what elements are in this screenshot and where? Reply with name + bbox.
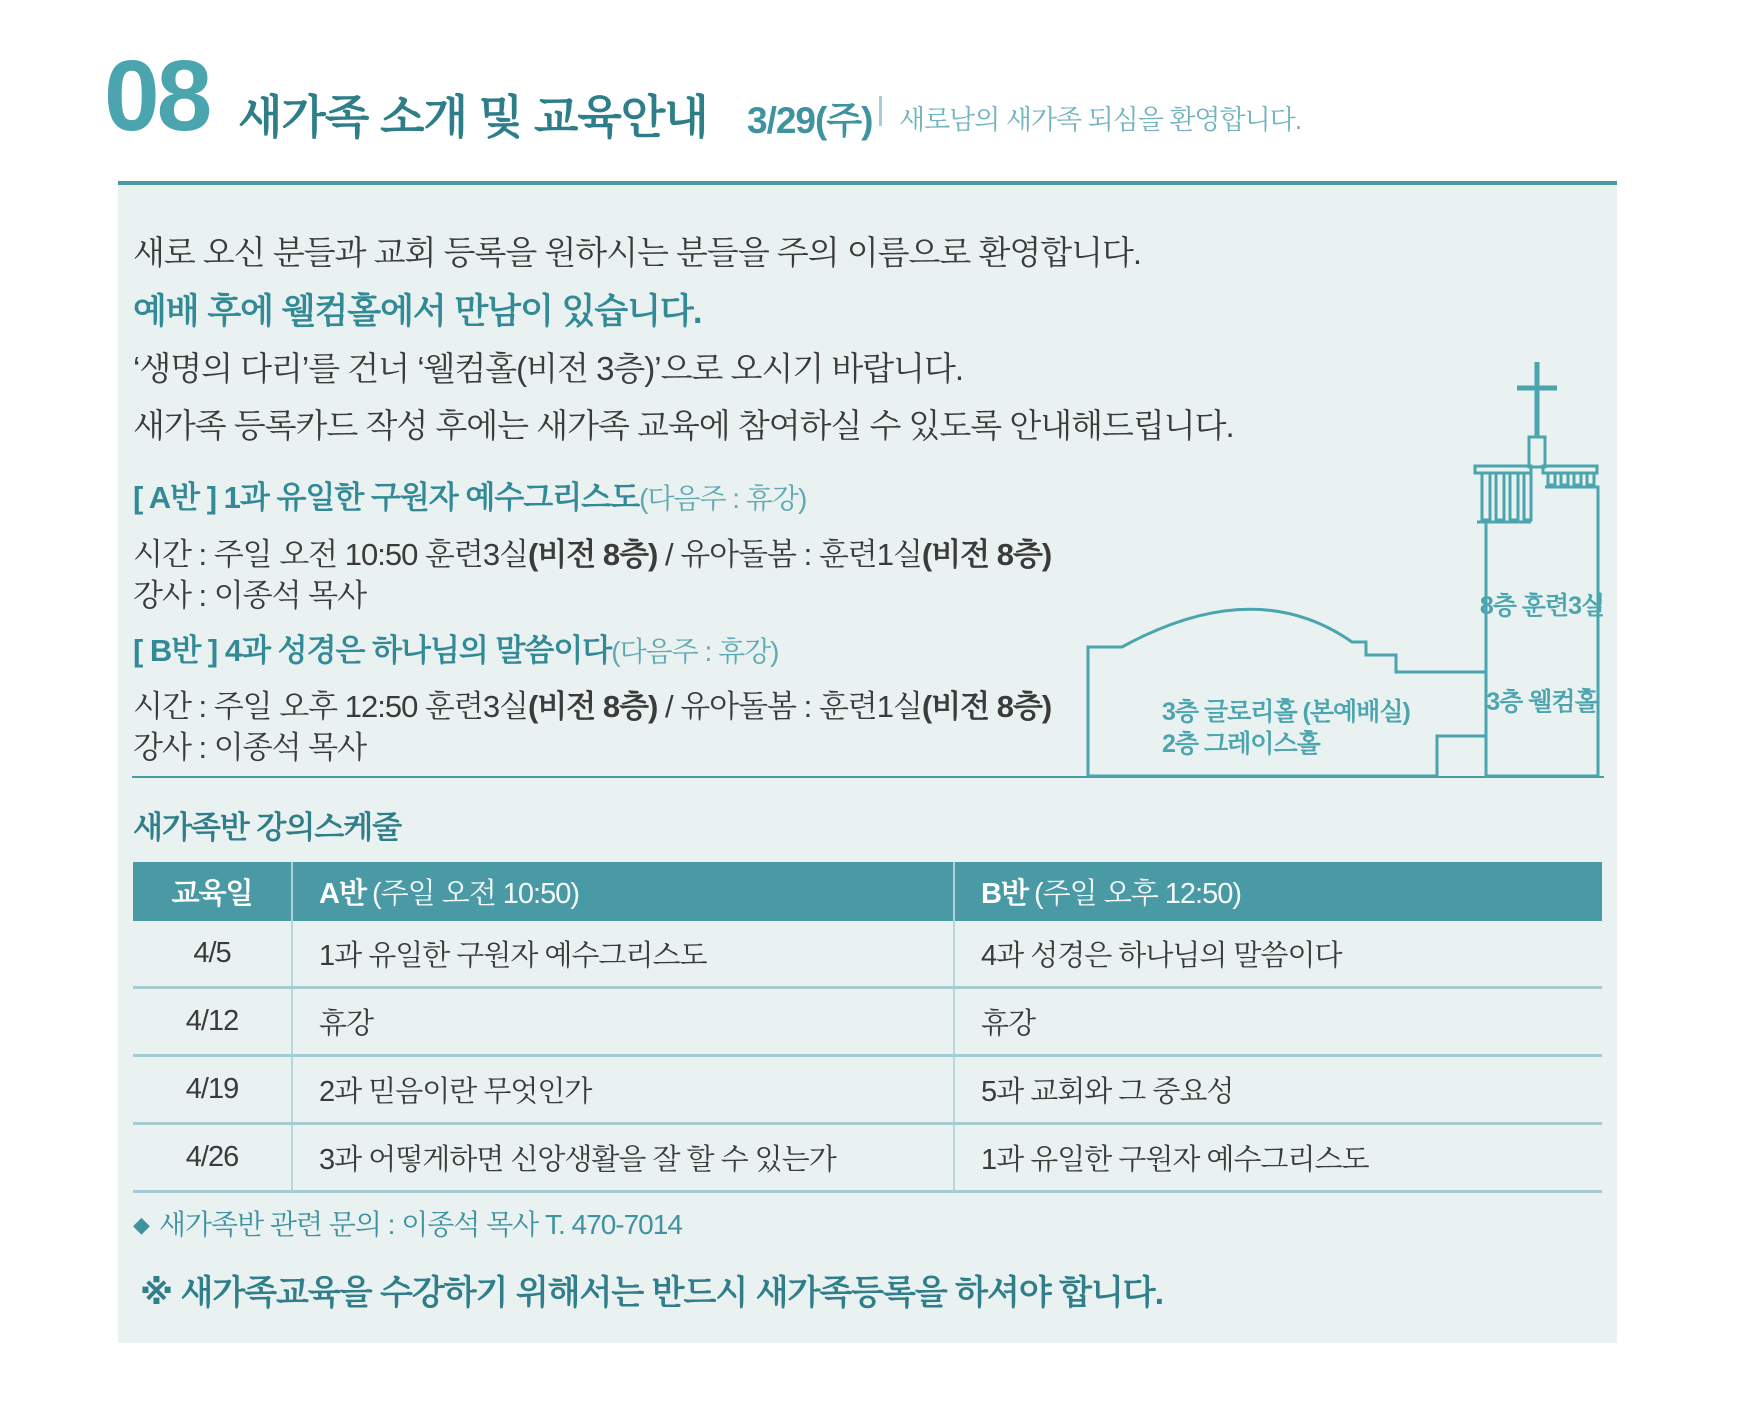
schedule-table-body — [133, 921, 1602, 1193]
schedule-class-a-cell: 3과 어떻게하면 신앙생활을 잘 할 수 있는가 — [291, 1125, 953, 1190]
column-header-class-a — [291, 862, 953, 921]
column — [1496, 473, 1504, 520]
class-b-heading — [133, 625, 779, 670]
schedule-date-cell: 4/26 — [185, 1141, 239, 1173]
schedule-class-a-cell: 1과 유일한 구원자 예수그리스도 — [291, 921, 953, 986]
label-grace-hall: 2층 그레이스홀 — [1162, 730, 1320, 758]
date-label: 3/29(주) — [747, 100, 873, 141]
column — [1561, 473, 1568, 485]
page-title: 새가족 소개 및 교육안내 — [238, 91, 708, 143]
contact-text: 새가족반 관련 문의 : 이종석 목사 T. 470-7014 — [158, 1209, 682, 1240]
section-number: 08 — [104, 40, 210, 152]
intro-line-1: 새로 오신 분들과 교회 등록을 원하시는 분들을 주의 이름으로 환영합니다. — [133, 234, 1142, 271]
class-b-time — [133, 681, 1051, 726]
cross-pedestal — [1529, 437, 1545, 467]
diamond-bullet-icon: ◆ — [133, 1212, 149, 1237]
table-row — [133, 1125, 1602, 1193]
class-b-title: 4과 성경은 하나님의 말씀이다 — [224, 633, 612, 668]
header-subtitle: 새로남의 새가족 되심을 환영합니다. — [899, 105, 1302, 135]
schedule-date-cell: 4/19 — [185, 1073, 239, 1105]
header-divider-bar — [879, 96, 882, 126]
class-b-time-text2: / 유아돌봄 : 훈련1실 — [657, 689, 922, 724]
column-header-date-label: 교육일 — [171, 878, 253, 910]
column-header-b-time: (주일 오후 12:50) — [1033, 878, 1242, 910]
column-header-class-b — [953, 862, 1602, 921]
class-b-time-bold: (비전 8층) — [528, 689, 658, 724]
class-a-time-bold: (비전 8층) — [528, 537, 658, 572]
label-welcome-hall: 3층 웰컴홀 — [1486, 688, 1598, 716]
class-a-time-bold2: (비전 8층) — [921, 537, 1052, 572]
column — [1510, 473, 1518, 520]
table-row — [133, 1057, 1602, 1125]
column — [1482, 473, 1490, 520]
column-header-b-label: B반 — [981, 878, 1028, 910]
column-header-a-time: (주일 오전 10:50) — [371, 878, 580, 910]
class-b-teacher: 강사 : 이종석 목사 — [133, 730, 367, 765]
column — [1524, 473, 1531, 520]
intro-line-3: ‘생명의 다리’를 건너 ‘웰컴홀(비전 3층)’으로 오시기 바랍니다. — [133, 350, 964, 387]
class-b-note: (다음주 : 휴강) — [611, 636, 779, 667]
class-b-time-bold2: (비전 8층) — [921, 689, 1052, 724]
registration-notice: ※ 새가족교육을 수강하기 위해서는 반드시 새가족등록을 하셔야 합니다. — [140, 1274, 1164, 1312]
intro-highlight: 예배 후에 웰컴홀에서 만남이 있습니다. — [133, 292, 702, 331]
church-building-illustration — [1080, 352, 1612, 779]
schedule-table-header — [133, 862, 1602, 921]
table-row — [133, 989, 1602, 1057]
column — [1587, 473, 1594, 485]
column-header-a-label: A반 — [319, 878, 366, 910]
content-panel — [118, 181, 1617, 1343]
class-b-time-text: 시간 : 주일 오후 12:50 훈련3실 — [133, 689, 529, 724]
column-header-date — [133, 862, 291, 921]
label-floor8: 8층 훈련3실 — [1479, 592, 1605, 620]
schedule-date-cell: 4/5 — [193, 937, 231, 969]
class-a-label: [ A반 ] — [133, 480, 224, 515]
class-a-title: 1과 유일한 구원자 예수그리스도 — [223, 480, 640, 515]
tower-outline — [1486, 487, 1598, 777]
class-a-heading — [133, 472, 806, 517]
contact-note — [133, 1203, 682, 1243]
schedule-table — [133, 862, 1602, 1193]
column — [1548, 473, 1555, 485]
label-glory-hall: 3층 글로리홀 (본예배실) — [1162, 698, 1410, 726]
schedule-class-b-cell: 5과 교회와 그 중요성 — [953, 1057, 1602, 1122]
schedule-class-b-cell: 4과 성경은 하나님의 말씀이다 — [953, 921, 1602, 986]
schedule-heading: 새가족반 강의스케줄 — [133, 810, 402, 845]
class-a-time — [133, 529, 1051, 574]
class-b-label: [ B반 ] — [133, 633, 225, 668]
class-a-time-text2: / 유아돌봄 : 훈련1실 — [657, 537, 922, 572]
class-a-note: (다음주 : 휴강) — [639, 483, 807, 514]
column — [1574, 473, 1581, 485]
schedule-class-a-cell: 휴강 — [291, 989, 953, 1054]
intro-line-4: 새가족 등록카드 작성 후에는 새가족 교육에 참여하실 수 있도록 안내해드립니다. — [133, 407, 1234, 444]
schedule-class-b-cell: 휴강 — [953, 989, 1602, 1054]
schedule-class-b-cell: 1과 유일한 구원자 예수그리스도 — [953, 1125, 1602, 1190]
class-a-teacher: 강사 : 이종석 목사 — [133, 578, 367, 613]
schedule-date-cell: 4/12 — [185, 1005, 239, 1037]
schedule-class-a-cell: 2과 믿음이란 무엇인가 — [291, 1057, 953, 1122]
class-a-time-text: 시간 : 주일 오전 10:50 훈련3실 — [133, 537, 529, 572]
table-row — [133, 921, 1602, 989]
